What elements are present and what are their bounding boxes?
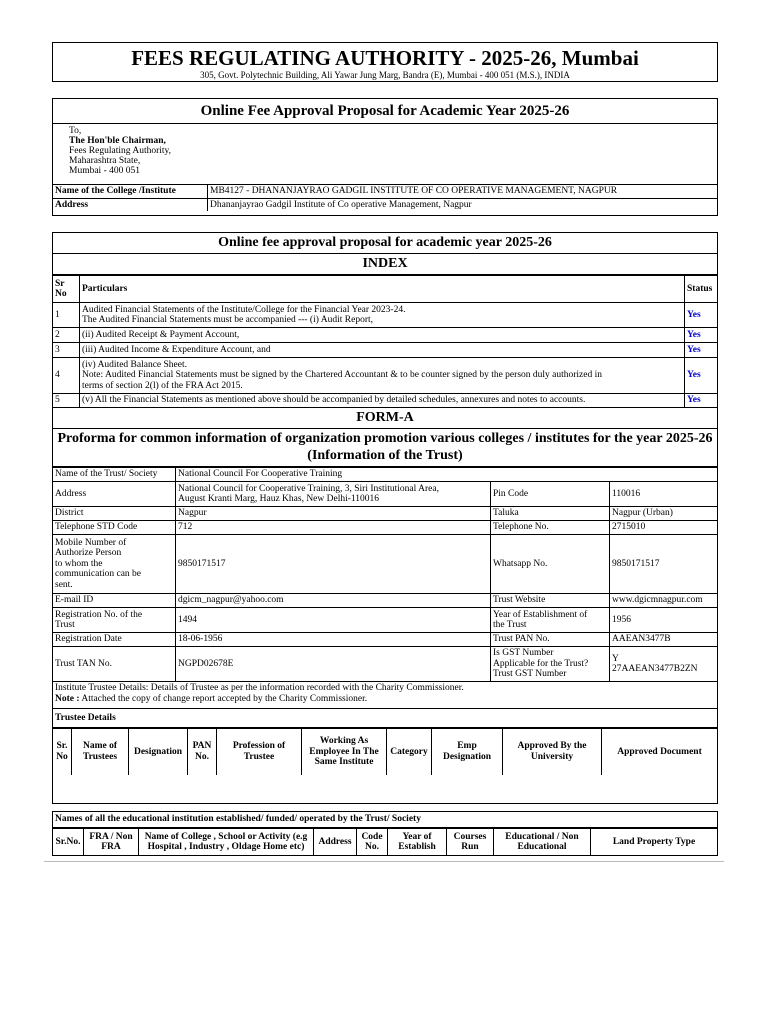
trustee-table — [53, 728, 717, 775]
index-row-text: (v) All the Financial Statements as mentioned above should be accompanied by detailed schedules, annexures and notes to accounts. — [80, 394, 685, 408]
index-row-sr: 2 — [53, 328, 80, 343]
mobile-label-line: Mobile Number of — [55, 537, 127, 548]
addressee-block — [53, 124, 717, 184]
authority-header — [52, 42, 718, 82]
estyear-label-line: the Trust — [493, 620, 527, 630]
gst-label-line: Is GST Number — [493, 648, 554, 659]
trustee-col-category: Category — [387, 729, 432, 775]
inst-col-educational: Educational / Non Educational — [494, 829, 591, 856]
estyear-label — [491, 608, 610, 633]
email-value: dgicm_nagpur@yahoo.com — [176, 594, 491, 608]
trustee-col-name: Name of Trustees — [72, 729, 129, 775]
index-row-line: terms of section 2(l) of the FRA Act 2015. — [82, 380, 243, 391]
trustee-col-pan: PAN No. — [188, 729, 217, 775]
telephone-label: Telephone No. — [491, 521, 610, 535]
college-address-value: Dhananjayrao Gadgil Institute of Co operative Management, Nagpur — [208, 198, 718, 211]
trust-address-value — [176, 482, 491, 507]
gst-applicable-value: Y — [612, 653, 619, 664]
regdate-label: Registration Date — [53, 633, 176, 647]
gst-label-line: Trust GST Number — [493, 669, 567, 680]
inst-col-sr: Sr.No. — [53, 829, 84, 856]
tan-label: Trust TAN No. — [53, 647, 176, 682]
index-row-line: The Audited Financial Statements must be accompanied --- (i) Audit Report, — [82, 315, 373, 325]
index-row-text — [80, 358, 685, 394]
inst-col-land: Land Property Type — [591, 829, 718, 856]
index-row-sr: 1 — [53, 303, 80, 328]
regno-value: 1494 — [176, 608, 491, 633]
index-row-sr: 4 — [53, 358, 80, 394]
mobile-label-line: sent. — [55, 579, 73, 590]
index-row — [53, 394, 717, 408]
index-row — [53, 328, 717, 343]
proposal-title: Online Fee Approval Proposal for Academic Year 2025-26 — [53, 99, 717, 124]
index-row-status: Yes — [685, 394, 718, 408]
trustee-note — [53, 682, 717, 709]
index-row-status: Yes — [685, 358, 718, 394]
trustee-note-line — [55, 694, 715, 705]
index-row-line: Note: Audited Financial Statements must be signed by the Chartered Accountant & to be counter signed by the person duly authorized in — [82, 370, 603, 381]
email-label: E-mail ID — [53, 594, 176, 608]
trust-address-label: Address — [53, 482, 176, 507]
index-row-status: Yes — [685, 303, 718, 328]
index-table — [53, 275, 717, 408]
inst-col-college-name: Name of College , School or Activity (e.g Hospital , Industry , Oldage Home etc) — [139, 829, 314, 856]
inst-col-fra: FRA / Non FRA — [84, 829, 139, 856]
index-row-status: Yes — [685, 328, 718, 343]
whatsapp-value: 9850171517 — [610, 535, 718, 594]
std-value: 712 — [176, 521, 491, 535]
gst-label-line: Applicable for the Trust? — [493, 658, 589, 669]
pin-label: Pin Code — [491, 482, 610, 507]
authority-title: FEES REGULATING AUTHORITY - 2025-26, Mumbai — [131, 46, 639, 70]
trustee-col-working: Working As Employee In The Same Institute — [302, 729, 387, 775]
proposal-section — [52, 98, 718, 216]
district-value: Nagpur — [176, 507, 491, 521]
taluka-value: Nagpur (Urban) — [610, 507, 718, 521]
index-row — [53, 343, 717, 358]
inst-col-year: Year of Establish — [388, 829, 447, 856]
index-col-sr: Sr No — [53, 276, 80, 303]
trustee-details-label: Trustee Details — [53, 709, 717, 728]
pan-label: Trust PAN No. — [491, 633, 610, 647]
form-a-subheading: Proforma for common information of organization promotion various colleges / institutes for the year 2025-26 (Information of the Trust) — [53, 429, 717, 467]
index-row-text: (iii) Audited Income & Expenditure Account, and — [80, 343, 685, 358]
college-info-table — [53, 184, 717, 211]
trustee-col-sr: Sr. No — [53, 729, 72, 775]
footer-divider — [44, 861, 724, 862]
authority-address: 305, Govt. Polytechnic Building, Ali Yawar Jung Marg, Bandra (E), Mumbai - 400 051 (M.S.), INDIA — [200, 70, 570, 80]
college-address-label: Address — [53, 198, 208, 211]
index-row-line: (iv) Audited Balance Sheet. — [82, 359, 187, 370]
estyear-value: 1956 — [610, 608, 718, 633]
index-row-line: Audited Financial Statements of the Institute/College for the Financial Year 2023-24. — [82, 304, 406, 315]
addressee-line: Mumbai - 400 051 — [69, 166, 140, 176]
index-heading: Online fee approval proposal for academic year 2025-26 — [53, 233, 717, 254]
index-row-text: (ii) Audited Receipt & Payment Account, — [80, 328, 685, 343]
trustee-note-line: Institute Trustee Details: Details of Trustee as per the information recorded with the Charity Commissioner. — [55, 683, 464, 693]
mobile-value: 9850171517 — [176, 535, 491, 594]
taluka-label: Taluka — [491, 507, 610, 521]
index-row — [53, 303, 717, 328]
addressee-line: Maharashtra State, — [69, 156, 141, 166]
estyear-label-line: Year of Establishment of — [493, 609, 588, 620]
index-row — [53, 358, 717, 394]
index-row-text — [80, 303, 685, 328]
whatsapp-label: Whatsapp No. — [491, 535, 610, 594]
regno-label — [53, 608, 176, 633]
form-a-heading: FORM-A — [53, 408, 717, 429]
addressee-line: To, — [69, 126, 82, 136]
index-row-status: Yes — [685, 343, 718, 358]
regno-label-line: Registration No. of the — [55, 609, 143, 620]
trustee-col-designation: Designation — [129, 729, 188, 775]
index-subheading: INDEX — [53, 254, 717, 275]
mobile-label — [53, 535, 176, 594]
pan-value: AAEAN3477B — [610, 633, 718, 647]
addressee-line: The Hon'ble Chairman, — [69, 136, 166, 146]
trustee-col-emp-designation: Emp Designation — [432, 729, 503, 775]
trustee-col-profession: Profession of Trustee — [217, 729, 302, 775]
trust-address-line: August Kranti Marg, Hauz Khas, New Delhi-110016 — [178, 494, 380, 504]
regno-label-line: Trust — [55, 620, 75, 630]
index-row-sr: 3 — [53, 343, 80, 358]
mobile-label-line: to whom the — [55, 558, 103, 569]
institutions-section — [52, 811, 718, 856]
trust-name-label: Name of the Trust/ Society — [53, 468, 176, 482]
inst-col-courses: Courses Run — [447, 829, 494, 856]
inst-col-address: Address — [314, 829, 357, 856]
institutions-title: Names of all the educational institution established/ funded/ operated by the Trust/ Society — [53, 812, 717, 828]
gst-value — [610, 647, 718, 682]
college-name-value: MB4127 - DHANANJAYRAO GADGIL INSTITUTE OF CO OPERATIVE MANAGEMENT, NAGPUR — [208, 185, 718, 199]
index-col-particulars: Particulars — [80, 276, 685, 303]
index-col-status: Status — [685, 276, 718, 303]
gst-label — [491, 647, 610, 682]
mobile-label-line: communication can be — [55, 569, 141, 580]
inst-col-code: Code No. — [357, 829, 388, 856]
std-label: Telephone STD Code — [53, 521, 176, 535]
index-row-sr: 5 — [53, 394, 80, 408]
addressee-line: Fees Regulating Authority, — [69, 146, 172, 156]
trust-info-table — [53, 467, 717, 682]
tan-value: NGPD02678E — [176, 647, 491, 682]
institutions-table — [53, 828, 717, 856]
regdate-value: 18-06-1956 — [176, 633, 491, 647]
district-label: District — [53, 507, 176, 521]
trustee-col-approved-document: Approved Document — [602, 729, 718, 775]
index-and-form-section — [52, 232, 718, 804]
telephone-value: 2715010 — [610, 521, 718, 535]
website-value: www.dgicmnagpur.com — [610, 594, 718, 608]
trustee-col-approved-university: Approved By the University — [503, 729, 602, 775]
college-name-label: Name of the College /Institute — [53, 185, 208, 199]
note-prefix: Note : — [55, 693, 80, 704]
trust-name-value: National Council For Cooperative Training — [176, 468, 718, 482]
note-text: Attached the copy of change report accepted by the Charity Commissioner. — [79, 693, 368, 704]
website-label: Trust Website — [491, 594, 610, 608]
trust-address-line: National Council for Cooperative Training, 3, Siri Institutional Area, — [178, 483, 439, 494]
pin-value: 110016 — [610, 482, 718, 507]
mobile-label-line: Authorize Person — [55, 548, 122, 559]
gst-number-value: 27AAEAN3477B2ZN — [612, 664, 698, 674]
